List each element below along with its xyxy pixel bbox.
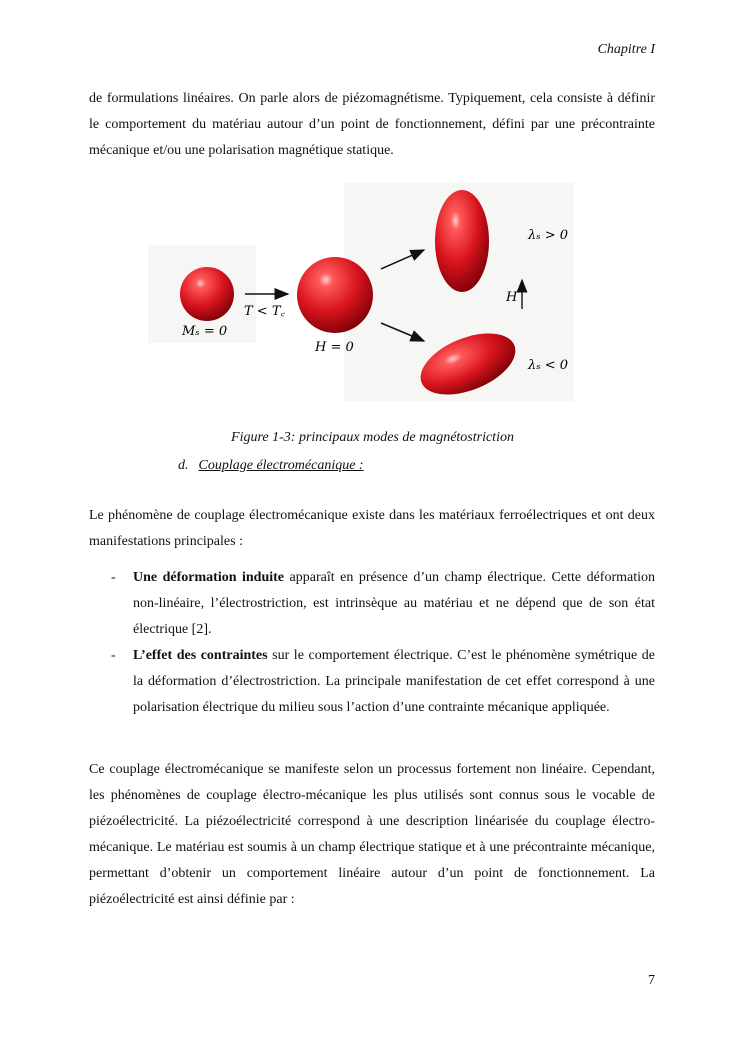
label-transition: T < T꜀ xyxy=(244,304,285,319)
label-field-h: H xyxy=(506,290,518,305)
prolate-ellipsoid xyxy=(435,190,489,292)
label-h0: H = 0 xyxy=(315,340,354,355)
page-number: 7 xyxy=(648,973,655,988)
list-item xyxy=(89,643,655,721)
paragraph-piezoelectricity: Ce couplage électromécanique se manifeste selon un processus fortement non linéaire. Cependant, les phénomènes de couplage électro-mécanique les plus utilisés sont connus sous le vocable de piézoélectricité. La piézoélectricité correspond à une description linéarisée du couplage électro-mécanique. Le matériau est soumis à un champ électrique statique et à une précontrainte mécanique, permettant d’obtenir un comportement linéaire autour d’un point de fonctionnement. La piézoélectricité est ainsi définie par : xyxy=(89,762,655,907)
magnetostriction-figure xyxy=(148,183,578,405)
section-heading xyxy=(178,458,364,474)
chapter-header: Chapitre I xyxy=(597,42,655,57)
bullet-bold-term: Une déformation induite xyxy=(133,570,285,585)
bullet-dash: - xyxy=(111,648,116,663)
figure-caption: Figure 1-3: principaux modes de magnétostriction xyxy=(231,430,514,445)
bullet-dash: - xyxy=(111,570,116,585)
section-number: d. xyxy=(178,458,189,473)
section-title: Couplage électromécanique : xyxy=(198,458,364,473)
label-lambda-negative: λₛ < 0 xyxy=(528,358,569,373)
bullet-list xyxy=(89,565,655,721)
bullet-text: sur le comportement électrique. C’est le phénomène symétrique de la déformation d’électrostriction. La principale manifestation de cet effet correspond à une polarisation électrique du milieu sous l’action d’une contrainte mécanique appliquée. xyxy=(133,648,655,715)
paragraph-coupling-intro: Le phénomène de couplage électromécanique existe dans les matériaux ferroélectriques et ont deux manifestations principales : xyxy=(89,508,655,549)
list-item xyxy=(89,565,655,643)
bullet-text: apparaît en présence d’un champ électrique. Cette déformation non-linéaire, l’électrostriction, est intrinsèque au matériau et ne dépend que de son état électrique [2]. xyxy=(133,570,656,637)
small-sphere xyxy=(180,267,234,321)
large-sphere xyxy=(297,257,373,333)
paragraph-piezomagnetism: de formulations linéaires. On parle alors de piézomagnétisme. Typiquement, cela consiste à définir le comportement du matériau autour d’un point de fonctionnement, défini par une précontrainte mécanique et/ou une polarisation magnétique statique. xyxy=(89,91,655,158)
bullet-bold-term: L’effet des contraintes xyxy=(133,648,268,663)
label-ms: Mₛ = 0 xyxy=(182,324,228,339)
label-lambda-positive: λₛ > 0 xyxy=(528,228,569,243)
